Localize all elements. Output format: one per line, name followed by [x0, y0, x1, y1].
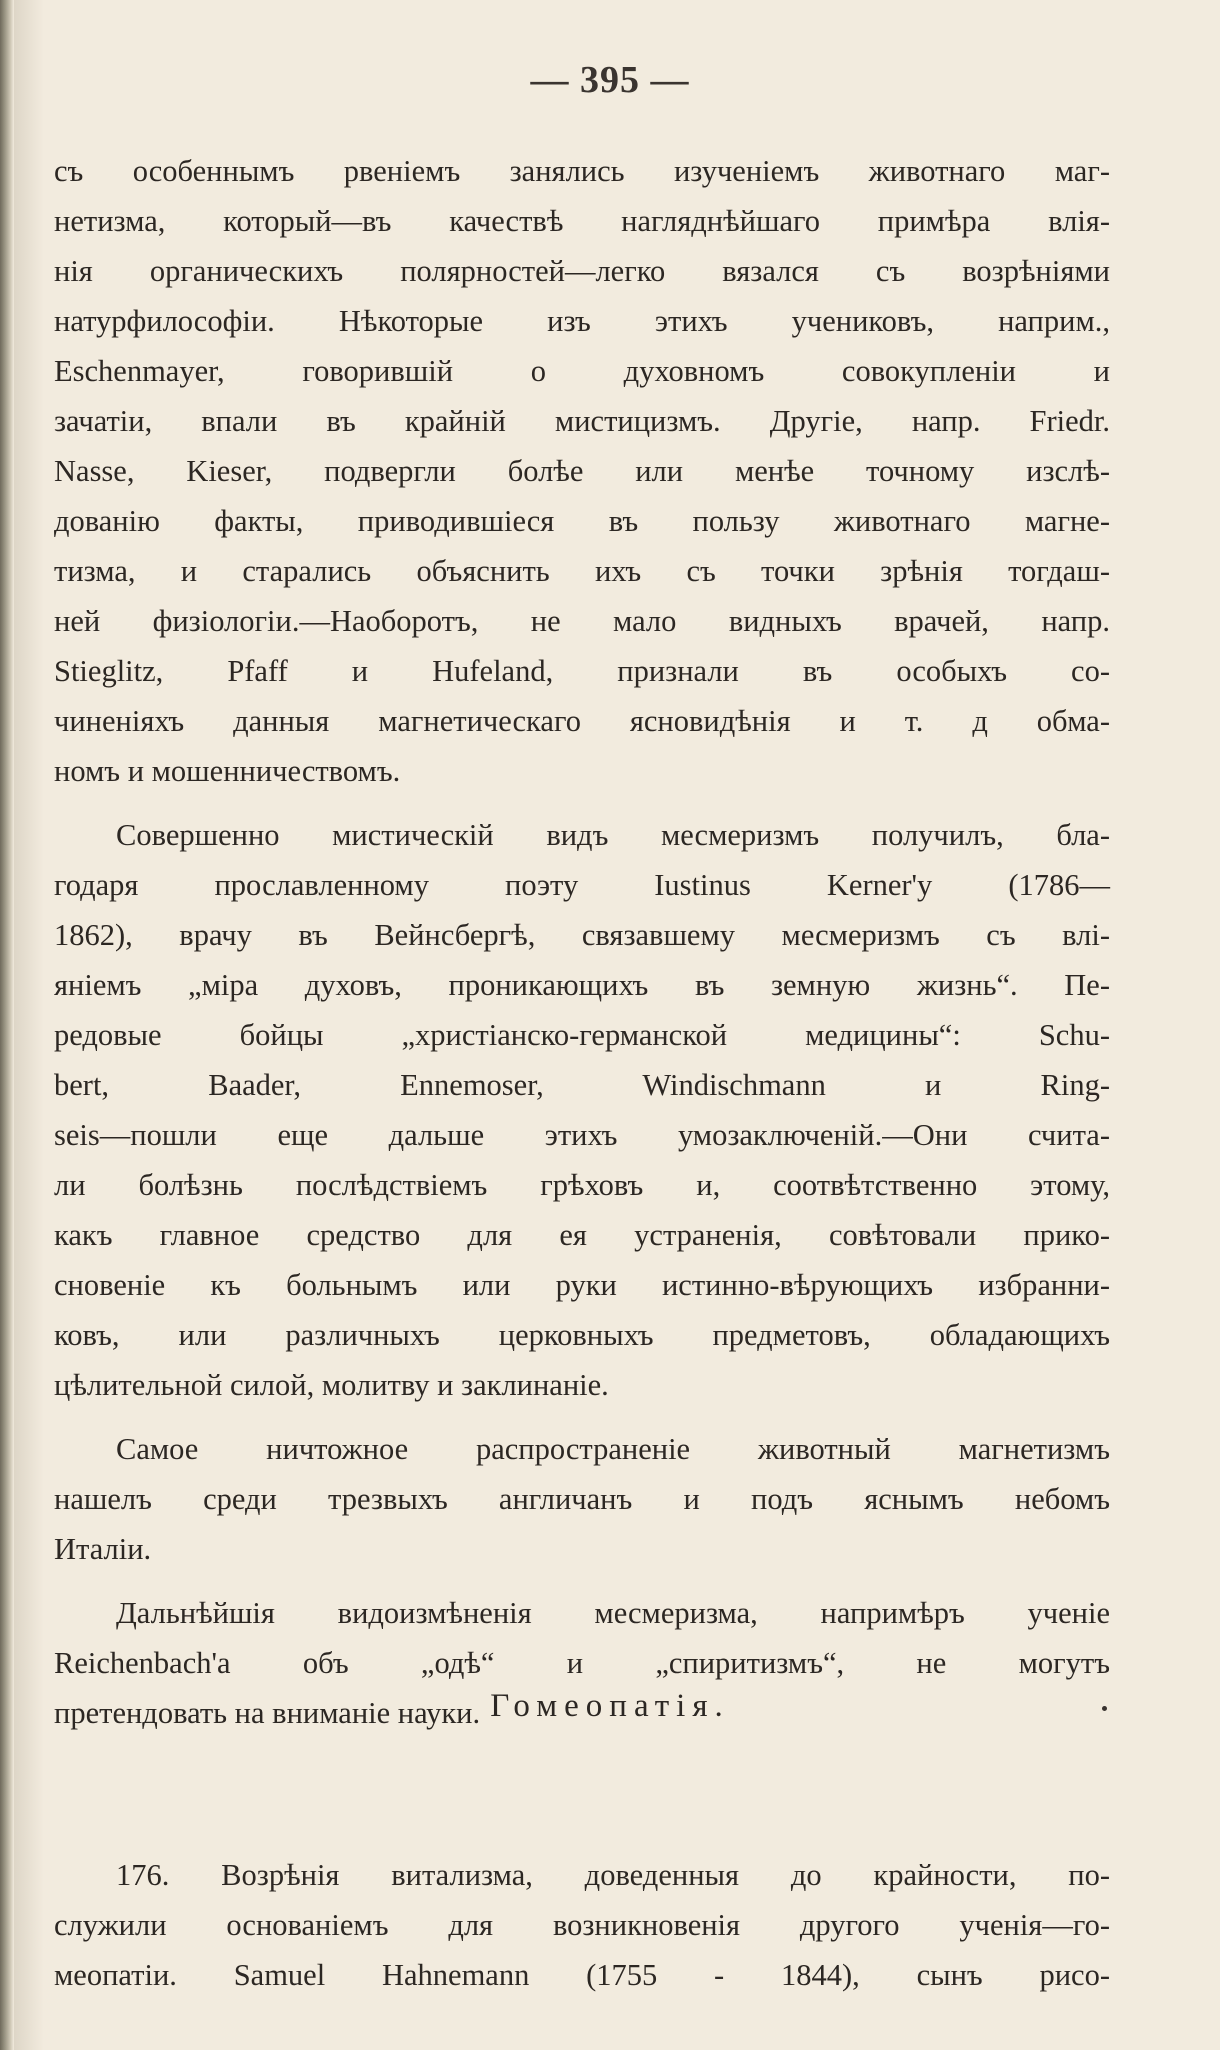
text-line: Nasse, Kieser, подвергли болѣе или менѣе точному изслѣ-	[54, 454, 1110, 488]
paragraph-3	[54, 1424, 1110, 1574]
text-line: какъ главное средство для ея устраненія, совѣтовали прико-	[54, 1218, 1110, 1252]
text-line: цѣлительной силой, молитву и заклинаніе.	[54, 1368, 609, 1402]
text-line: чиненіяхъ данныя магнетическаго ясновидѣнія и т. д обма-	[54, 704, 1110, 738]
paragraph-1	[54, 146, 1110, 796]
text-line: Совершенно мистическій видъ месмеризмъ получилъ, бла-	[116, 818, 1110, 852]
text-line: тизма, и старались объяснить ихъ съ точки зрѣнія тогдаш-	[54, 554, 1110, 588]
text-line: номъ и мошенничествомъ.	[54, 754, 401, 788]
text-line: Дальнѣйшія видоизмѣненія месмеризма, напримѣръ ученіе	[116, 1596, 1110, 1630]
text-line: сновеніе къ больнымъ или руки истинно-вѣрующихъ избранни-	[54, 1268, 1110, 1302]
text-line: нашелъ среди трезвыхъ англичанъ и подъ яснымъ небомъ	[54, 1482, 1110, 1516]
body-text	[54, 146, 1110, 1738]
section-heading: Гомеопатія.	[490, 1688, 730, 1724]
text-line: Самое ничтожное распространеніе животный магнетизмъ	[116, 1432, 1110, 1466]
page-binding-edge	[0, 0, 14, 2050]
text-line: bert, Baader, Ennemoser, Windischmann и Ring-	[54, 1068, 1110, 1102]
text-line: дованію факты, приводившіеся въ пользу животнаго магне-	[54, 504, 1110, 538]
text-line: ли болѣзнь послѣдствіемъ грѣховъ и, соотвѣтственно этому,	[54, 1168, 1110, 1202]
text-line: 176. Возрѣнія витализма, доведенныя до крайности, по-	[116, 1858, 1110, 1892]
text-line: натурфилософіи. Нѣкоторые изъ этихъ учениковъ, наприм.,	[54, 304, 1110, 338]
text-line: Италіи.	[54, 1532, 152, 1566]
section-text	[54, 1850, 1110, 2000]
text-line: редовые бойцы „христіанско-германской медицины“: Schu-	[54, 1018, 1110, 1052]
text-line: seis—пошли еще дальше этихъ умозаключеній.—Они счита-	[54, 1118, 1110, 1152]
page-number: — 395 —	[530, 59, 690, 101]
text-line: служили основаніемъ для возникновенія другого ученія—го-	[54, 1908, 1110, 1942]
text-line: претендовать на вниманіе науки.	[54, 1696, 481, 1730]
paragraph-gap	[54, 1574, 1110, 1588]
text-line: Eschenmayer, говорившій о духовномъ совокупленіи и	[54, 354, 1110, 388]
page-binding-shadow	[14, 0, 44, 2050]
section-paragraph-1	[54, 1850, 1110, 2000]
text-line: нія органическихъ полярностей—легко вязался съ возрѣніями	[54, 254, 1110, 288]
text-line: ней физіологіи.—Наоборотъ, не мало видныхъ врачей, напр.	[54, 604, 1110, 638]
text-line: ковъ, или различныхъ церковныхъ предметовъ, обладающихъ	[54, 1318, 1110, 1352]
text-line: 1862), врачу въ Вейнсбергѣ, связавшему месмеризмъ съ влі-	[54, 918, 1110, 952]
text-line: нетизма, который—въ качествѣ нагляднѣйшаго примѣра влія-	[54, 204, 1110, 238]
print-speck	[1102, 1706, 1107, 1711]
paragraph-2	[54, 810, 1110, 1410]
text-line: меопатіи. Samuel Hahnemann (1755 - 1844), сынъ рисо-	[54, 1958, 1110, 1992]
paragraph-gap	[54, 796, 1110, 810]
paragraph-gap	[54, 1410, 1110, 1424]
text-line: годаря прославленному поэту Iustinus Kerner'у (1786—	[54, 868, 1110, 902]
text-line: яніемъ „міра духовъ, проникающихъ въ земную жизнь“. Пе-	[54, 968, 1110, 1002]
text-line: Stieglitz, Pfaff и Hufeland, признали въ особыхъ со-	[54, 654, 1110, 688]
text-line: Reichenbach'a объ „одѣ“ и „спиритизмъ“, не могутъ	[54, 1646, 1110, 1680]
text-line: съ особеннымъ рвеніемъ занялись изученіемъ животнаго маг-	[54, 154, 1110, 188]
text-line: зачатіи, впали въ крайній мистицизмъ. Другіе, напр. Friedr.	[54, 404, 1110, 438]
